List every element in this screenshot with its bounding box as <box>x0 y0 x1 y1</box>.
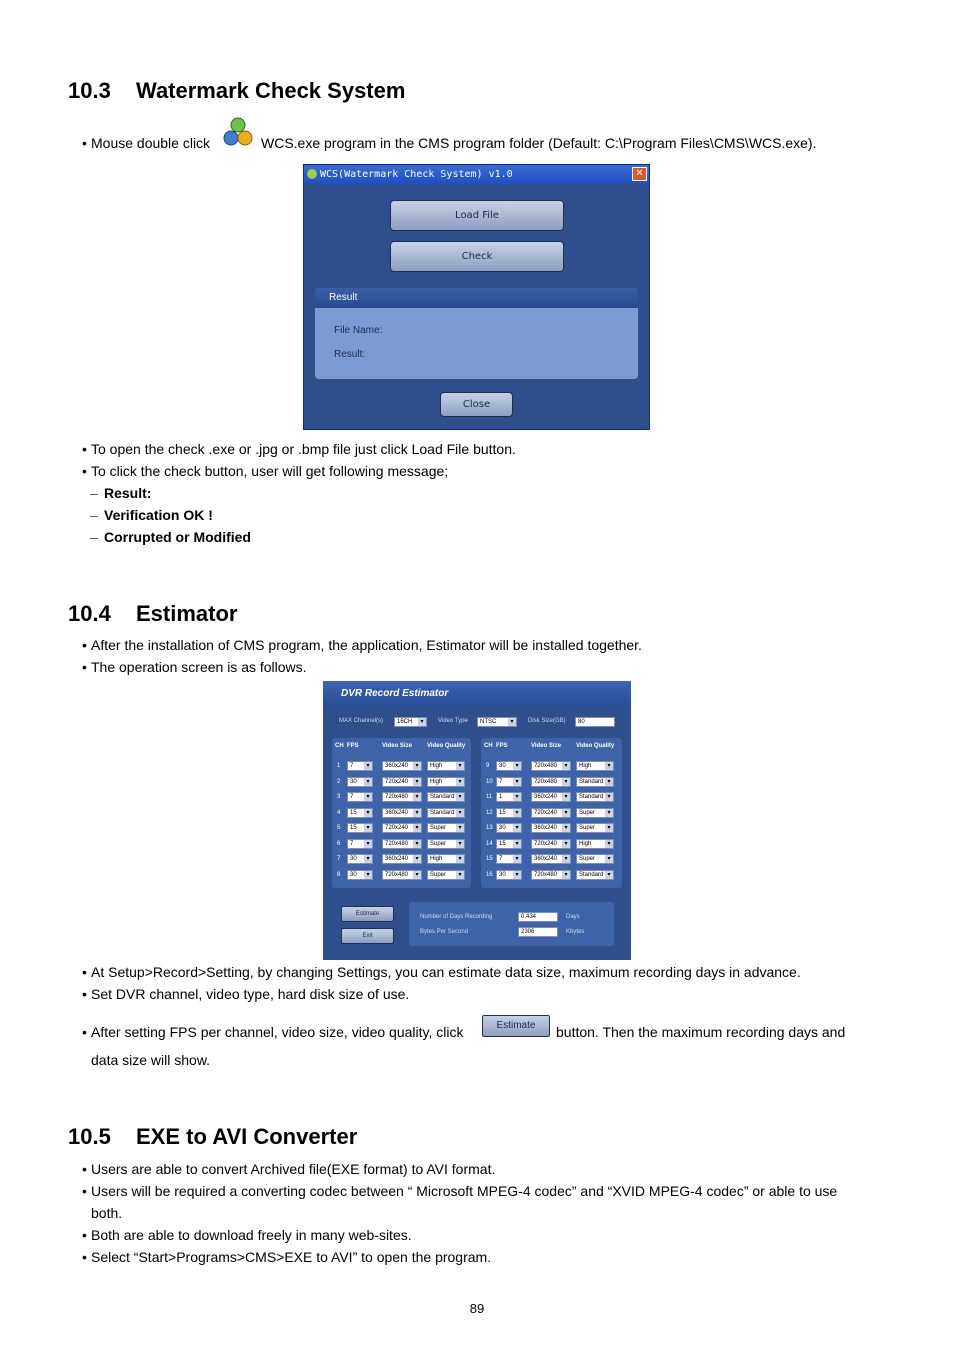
column-header: FPS <box>347 743 359 749</box>
video-quality-select[interactable]: Super ▾ <box>427 823 465 833</box>
video-size-select[interactable]: 360x240 ▾ <box>382 761 422 771</box>
video-size-select[interactable]: 360x240 ▾ <box>531 854 571 864</box>
fps-select[interactable]: 30 ▾ <box>347 854 373 864</box>
page-number: 89 <box>469 1301 485 1316</box>
inline-estimate-button-image: Estimate <box>482 1015 550 1037</box>
channel-number: 6 <box>337 840 341 847</box>
fps-select[interactable]: 15 ▾ <box>496 839 522 849</box>
video-type-label: Video Type <box>438 718 468 724</box>
video-quality-select[interactable]: Standard ▾ <box>576 792 614 802</box>
video-size-select[interactable]: 720x240 ▾ <box>382 777 422 787</box>
wcs-title: WCS(Watermark Check System) v1.0 <box>320 169 513 180</box>
close-button[interactable]: Close <box>440 392 513 417</box>
video-quality-select[interactable]: High ▾ <box>576 839 614 849</box>
load-file-button[interactable]: Load File <box>390 200 564 231</box>
channel-number: 11 <box>486 794 493 800</box>
fps-select[interactable]: 30 ▾ <box>496 761 522 771</box>
column-header: Video Quality <box>576 743 615 749</box>
video-size-select[interactable]: 720x480 ▾ <box>382 792 422 802</box>
column-header: CH <box>335 743 344 749</box>
fps-select[interactable]: 7 ▾ <box>347 761 373 771</box>
bullet-wcs-launch: • Mouse double click <box>82 135 211 151</box>
video-size-select[interactable]: 360x240 ▾ <box>531 792 571 802</box>
section-heading-10-5: 10.5 EXE to AVI Converter <box>68 1124 358 1149</box>
channel-number: 14 <box>486 840 493 847</box>
bullet-wcs-launch-cont: WCS.exe program in the CMS program folder (Default: C:\Program Files\CMS\WCS.exe). <box>261 135 817 151</box>
video-quality-select[interactable]: High ▾ <box>427 777 465 787</box>
max-channels-label: MAX Channel(s) <box>339 718 384 724</box>
channel-number: 13 <box>486 825 493 831</box>
channel-number: 12 <box>486 809 493 816</box>
column-header: Video Size <box>531 743 561 749</box>
result-label: Result: <box>334 349 366 360</box>
video-quality-select[interactable]: Super ▾ <box>576 823 614 833</box>
video-size-select[interactable]: 720x480 ▾ <box>531 777 571 787</box>
days-value: 0.434 <box>518 912 558 922</box>
fps-select[interactable]: 30 ▾ <box>347 777 373 787</box>
check-button[interactable]: Check <box>390 241 564 272</box>
video-size-select[interactable]: 360x240 ▾ <box>382 808 422 818</box>
bytes-value: 2306 <box>518 927 558 937</box>
estimator-window <box>323 681 631 960</box>
column-header: Video Quality <box>427 743 466 749</box>
bullet-check: • To click the check button, user will get following message; <box>82 463 449 479</box>
fps-select[interactable]: 15 ▾ <box>496 808 522 818</box>
section-heading-10-4: 10.4 Estimator <box>68 601 238 626</box>
estimator-title: DVR Record Estimator <box>323 681 631 707</box>
file-name-label: File Name: <box>334 325 383 336</box>
fps-select[interactable]: 30 ▾ <box>496 870 522 880</box>
bullet-start-program: • Select “Start>Programs>CMS>EXE to AVI” to open the program. <box>82 1249 492 1265</box>
video-quality-select[interactable]: High ▾ <box>576 761 614 771</box>
video-quality-select[interactable]: Standard ▾ <box>576 870 614 880</box>
video-quality-select[interactable]: Super ▾ <box>427 870 465 880</box>
video-quality-select[interactable]: Super ▾ <box>576 808 614 818</box>
section-heading-10-3: 10.3 Watermark Check System <box>68 78 406 103</box>
wcs-titlebar <box>304 165 649 184</box>
bullet-after-setting-cont2: data size will show. <box>91 1052 211 1068</box>
video-quality-select[interactable]: Super ▾ <box>427 839 465 849</box>
channel-number: 16 <box>486 871 493 878</box>
bullet-set-dvr: • Set DVR channel, video type, hard disk size of use. <box>82 986 410 1002</box>
disk-size-label: Disk Size(GB) <box>528 718 566 724</box>
channel-number: 8 <box>337 871 341 878</box>
max-channels-select[interactable]: 16CH ▾ <box>394 717 427 727</box>
channel-number: 7 <box>337 856 341 862</box>
column-header: FPS <box>496 743 508 749</box>
channel-number: 10 <box>486 778 493 785</box>
exit-button[interactable]: Exit <box>341 928 394 944</box>
bullet-setup-record: • At Setup>Record>Setting, by changing Settings, you can estimate data size, maximum recording days in advance. <box>82 964 801 980</box>
fps-select[interactable]: 30 ▾ <box>496 823 522 833</box>
channel-number: 1 <box>337 763 341 769</box>
fps-select[interactable]: 7 ▾ <box>347 792 373 802</box>
wcs-program-icon <box>222 117 254 149</box>
fps-select[interactable]: 1 ▾ <box>496 792 522 802</box>
window-close-icon[interactable]: ✕ <box>632 167 647 181</box>
bullet-codec: • Users will be required a converting codec between “ Microsoft MPEG-4 codec” and “XVID MPEG-4 codec” or able to use <box>82 1183 838 1199</box>
bullet-operation-screen: • The operation screen is as follows. <box>82 659 307 675</box>
video-quality-select[interactable]: Standard ▾ <box>427 808 465 818</box>
result-panel <box>315 308 638 379</box>
fps-select[interactable]: 15 ▾ <box>347 823 373 833</box>
wcs-window <box>303 164 650 430</box>
channel-number: 5 <box>337 825 341 831</box>
fps-select[interactable]: 7 ▾ <box>347 839 373 849</box>
bullet-after-setting: • After setting FPS per channel, video size, video quality, click <box>82 1024 464 1040</box>
video-quality-select[interactable]: Standard ▾ <box>576 777 614 787</box>
bullet-convert: • Users are able to convert Archived file(EXE format) to AVI format. <box>82 1161 496 1177</box>
video-size-select[interactable]: 360x240 ▾ <box>531 823 571 833</box>
estimate-button[interactable]: Estimate <box>341 906 394 922</box>
video-quality-select[interactable]: Super ▾ <box>576 854 614 864</box>
days-unit: Days <box>566 914 580 920</box>
fps-select[interactable]: 15 ▾ <box>347 808 373 818</box>
video-size-select[interactable]: 720x480 ▾ <box>382 870 422 880</box>
fps-select[interactable]: 7 ▾ <box>496 777 522 787</box>
bullet-after-setting-cont: button. Then the maximum recording days and <box>556 1024 846 1040</box>
estimate-result-panel <box>409 902 614 946</box>
bullet-download: • Both are able to download freely in many web-sites. <box>82 1227 412 1243</box>
bullet-load-file: • To open the check .exe or .jpg or .bmp file just click Load File button. <box>82 441 516 457</box>
video-type-select[interactable]: NTSC ▾ <box>477 717 517 727</box>
sub-verification-ok: – Verification OK ! <box>90 507 213 523</box>
fps-select[interactable]: 7 ▾ <box>496 854 522 864</box>
video-size-select[interactable]: 720x480 ▾ <box>382 839 422 849</box>
days-label: Number of Days Recording <box>420 914 493 920</box>
video-size-select[interactable]: 720x480 ▾ <box>531 870 571 880</box>
video-quality-select[interactable]: High ▾ <box>427 854 465 864</box>
channel-number: 9 <box>486 763 490 769</box>
bullet-codec-cont: both. <box>91 1205 123 1221</box>
video-size-select[interactable]: 720x240 ▾ <box>531 839 571 849</box>
fps-select[interactable]: 30 ▾ <box>347 870 373 880</box>
video-size-select[interactable]: 720x240 ▾ <box>382 823 422 833</box>
app-icon <box>307 169 317 179</box>
bytes-unit: Kbytes <box>566 929 585 935</box>
video-quality-select[interactable]: Standard ▾ <box>427 792 465 802</box>
video-size-select[interactable]: 360x240 ▾ <box>382 854 422 864</box>
video-quality-select[interactable]: High ▾ <box>427 761 465 771</box>
sub-corrupted: – Corrupted or Modified <box>90 529 251 545</box>
result-header: Result <box>315 288 638 308</box>
sub-result: – Result: <box>90 485 152 501</box>
channel-number: 15 <box>486 856 493 862</box>
column-header: Video Size <box>382 743 412 749</box>
video-size-select[interactable]: 720x480 ▾ <box>531 761 571 771</box>
channel-number: 2 <box>337 778 341 785</box>
channel-number: 3 <box>337 794 341 800</box>
disk-size-input[interactable]: 80 <box>575 717 615 727</box>
video-size-select[interactable]: 720x240 ▾ <box>531 808 571 818</box>
bytes-label: Bytes Per Second <box>420 929 469 935</box>
bullet-estimator-install: • After the installation of CMS program, the application, Estimator will be installed together. <box>82 637 642 653</box>
channel-number: 4 <box>337 809 341 816</box>
column-header: CH <box>484 743 493 749</box>
